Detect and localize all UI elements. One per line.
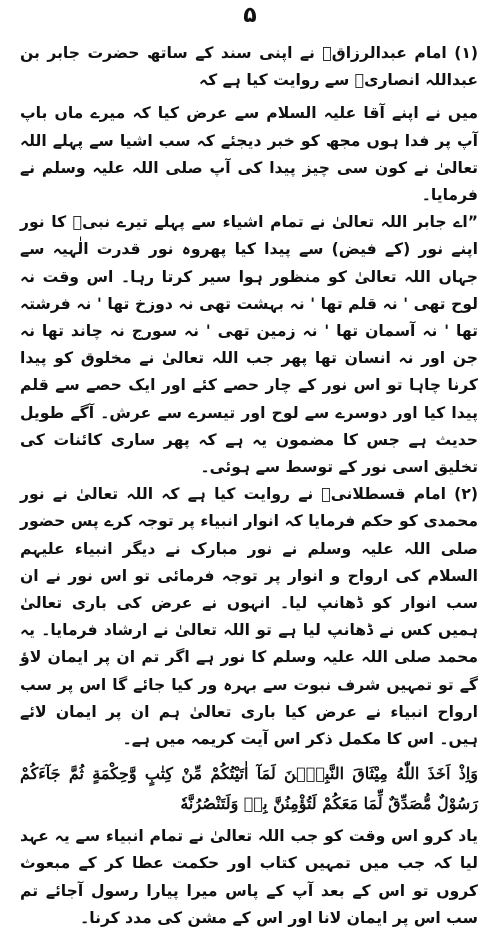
body-text	[20, 40, 478, 932]
paragraph-question: میں نے اپنے آقا علیہ السلام سے عرض کیا کہ میرے ماں باپ آپ پر فدا ہوں مجھ کو خبر دیجئے کہ سب اشیا سے پہلے اللہ تعالیٰ نے کون سی چیز پیدا کی آپ صلی اللہ علیہ وسلم نے فرمایا۔	[20, 104, 478, 205]
paragraph-narration-intro: (۱) امام عبدالرزاقؒ نے اپنی سند کے ساتھ حضرت جابر بن عبداللہ انصاریؓ سے روایت کیا ہے کہ	[20, 44, 478, 90]
paragraph-hadith: ”اے جابر اللہ تعالیٰ نے تمام اشیاء سے پہلے تیرے نبیؐ کا نور اپنے نور (کے فیض) سے پیدا کیا پھروہ نور قدرت الٰہیہ سے جہاں اللہ تعالیٰ کو منظور ہوا سیر کرتا رہا۔ اس وقت نہ لوح تھی ' نہ قلم تھا ' نہ بہشت تھی نہ دوزخ تھا ' نہ فرشتہ تھا ' نہ آسمان تھا ' نہ زمین تھی ' نہ سورج نہ چاند تھا نہ جن اور نہ انسان تھا پھر جب اللہ تعالیٰ نے مخلوق کو پیدا کرنا چاہا تو اس نور کے چار حصے کئے اور ایک حصے سے قلم پیدا کیا اور دوسرے سے لوح اور تیسرے سے عرش۔ آگے طویل حدیث ہے جس کا مضمون یہ ہے کہ پھر ساری کائنات کی تخلیق اسی نور کے توسط سے ہوئی۔	[20, 213, 478, 477]
paragraph-translation: یاد کرو اس وقت کو جب اللہ تعالیٰ نے تمام انبیاء سے یہ عہد لیا کہ جب میں تمہیں کتاب اور حکمت عطا کر کے مبعوث کروں تو اس کے بعد آپ کے پاس میرا پیارا رسول آجائے تم سب اس پر ایمان لانا اور اس کے مشن کی مدد کرنا۔	[20, 827, 478, 927]
paragraph-qastalani: (۲) امام قسطلانیؒ نے روایت کیا ہے کہ اللہ تعالیٰ نے نور محمدی کو حکم فرمایا کہ انوار انبیاء پر توجہ کرے پس حضور صلی اللہ علیہ وسلم نے نور مبارک نے دیگر انبیاء علیہم السلام کی ارواح و انوار پر توجہ فرمائی تو اس نور نے ان سب انوار کو ڈھانپ لیا۔ انہوں نے عرض کی باری تعالیٰ ہمیں کس نے ڈھانپ لیا ہے تو اللہ تعالیٰ نے ارشاد فرمایا۔ یہ محمد صلی اللہ علیہ وسلم کا نور ہے اگر تم ان پر ایمان لاؤ گے تو تمہیں شرف نبوت سے بہرہ ور کیا جائے گا اس پر سب ارواح انبیاء نے عرض کیا باری تعالیٰ ہم ان پر ایمان لائے ہیں۔ اس کا مکمل ذکر اس آیت کریمہ میں ہے۔	[20, 485, 478, 749]
quran-verse: وَاِذْ اَخَذَ اللّٰهُ مِيْثَاقَ النَّبِيّٖنَ لَمَآ اٰتَيْتُكُمْ مِّنْ كِتٰبٍ وَّحِكْمَةٍ ثُمَّ جَآءَكُمْ رَسُوْلٌ مُّصَدِّقٌ لِّمَا مَعَكُمْ لَتُؤْمِنُنَّ بِهٖ وَلَتَنْصُرُنَّهٗ	[20, 764, 478, 814]
page-number: ۵	[243, 3, 257, 28]
